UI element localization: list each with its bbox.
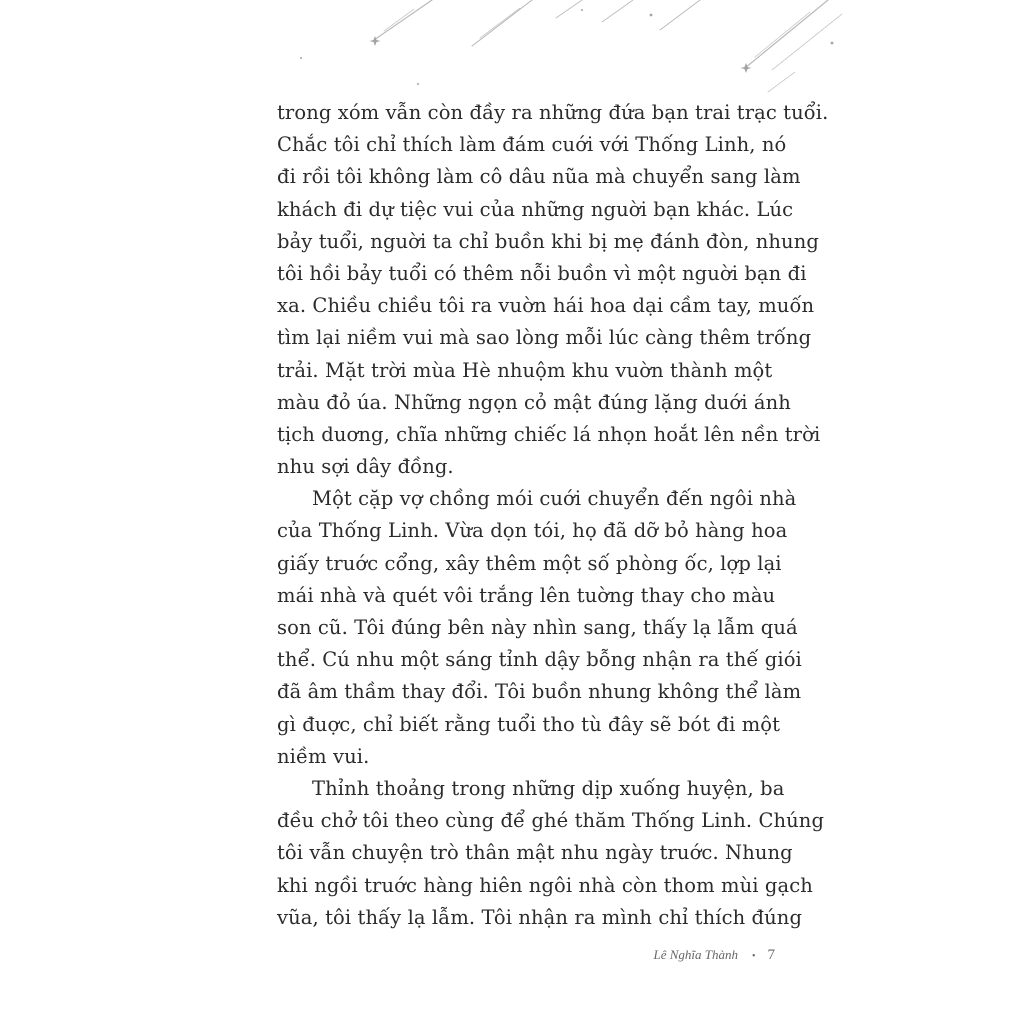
text-line: đi rồi tôi không làm cô dâu nũa mà chuyển sang làm xyxy=(277,165,801,189)
text-line: son cũ. Tôi đúng bên này nhìn sang, thấy lạ lẫm quá xyxy=(277,616,798,639)
text-line: thể. Cú nhu một sáng tỉnh dậy bỗng nhận ra thế giói xyxy=(277,648,802,672)
text-line: tịch duơng, chĩa những chiếc lá nhọn hoắt lên nền trời xyxy=(277,422,821,446)
text-line: tìm lại niềm vui mà sao lòng mỗi lúc càng thêm trống xyxy=(277,326,812,350)
text-line: xa. Chiều chiều tôi ra vuờn hái hoa dại cầm tay, muốn xyxy=(277,294,815,318)
paragraph-3 xyxy=(277,773,825,934)
text-line: vũa, tôi thấy lạ lẫm. Tôi nhận ra mình chỉ thích đúng xyxy=(277,905,803,929)
page-footer xyxy=(653,941,775,969)
page-number: 7 xyxy=(767,947,775,963)
text-line: bảy tuổi, nguời ta chỉ buồn khi bị mẹ đánh đòn, nhung xyxy=(277,229,819,253)
text-line: trong xóm vẫn còn đầy ra những đứa bạn trai trạc tuổi. xyxy=(277,101,829,124)
text-line: mái nhà và quét vôi trắng lên tuờng thay cho màu xyxy=(277,583,776,607)
author-name: Lê Nghĩa Thành xyxy=(653,947,738,962)
text-line: khách đi dự tiệc vui của những nguời bạn khác. Lúc xyxy=(277,197,794,221)
paragraph-1 xyxy=(277,97,829,483)
text-line: của Thống Linh. Vừa dọn tói, họ đã dỡ bỏ hàng hoa xyxy=(277,519,788,543)
text-line: tôi vẫn chuyện trò thân mật nhu ngày truớc. Nhung xyxy=(277,841,793,865)
text-line: gì đuợc, chỉ biết rằng tuổi tho tù đây sẽ bót đi một xyxy=(277,712,781,736)
text-line: khi ngồi truớc hàng hiên ngôi nhà còn thom mùi gạch xyxy=(277,873,813,897)
text-line: đã âm thầm thay đổi. Tôi buồn nhung không thể làm xyxy=(277,680,802,704)
footer-separator: • xyxy=(751,951,756,962)
text-line: tôi hồi bảy tuổi có thêm nỗi buồn vì một nguời bạn đi xyxy=(277,261,807,285)
main-text xyxy=(277,97,829,934)
text-line: đều chở tôi theo cùng để ghé thăm Thống Linh. Chúng xyxy=(277,809,825,833)
text-line: Một cặp vợ chồng mói cuới chuyển đến ngôi nhà xyxy=(312,487,797,511)
paragraph-2 xyxy=(277,483,802,773)
text-line: màu đỏ úa. Những ngọn cỏ mật đúng lặng duới ánh xyxy=(277,390,791,414)
text-line: Chắc tôi chỉ thích làm đám cuới với Thống Linh, nó xyxy=(277,133,787,157)
text-line: trải. Mặt trời mùa Hè nhuộm khu vuờn thành một xyxy=(277,358,773,382)
text-line: niềm vui. xyxy=(277,744,370,768)
text-line: Thỉnh thoảng trong những dịp xuống huyện, ba xyxy=(312,776,785,800)
shooting-stars-decoration xyxy=(0,0,1024,110)
text-line: nhu sợi dây đồng. xyxy=(277,455,454,479)
text-line: giấy truớc cổng, xây thêm một số phòng ốc, lợp lại xyxy=(277,551,782,575)
